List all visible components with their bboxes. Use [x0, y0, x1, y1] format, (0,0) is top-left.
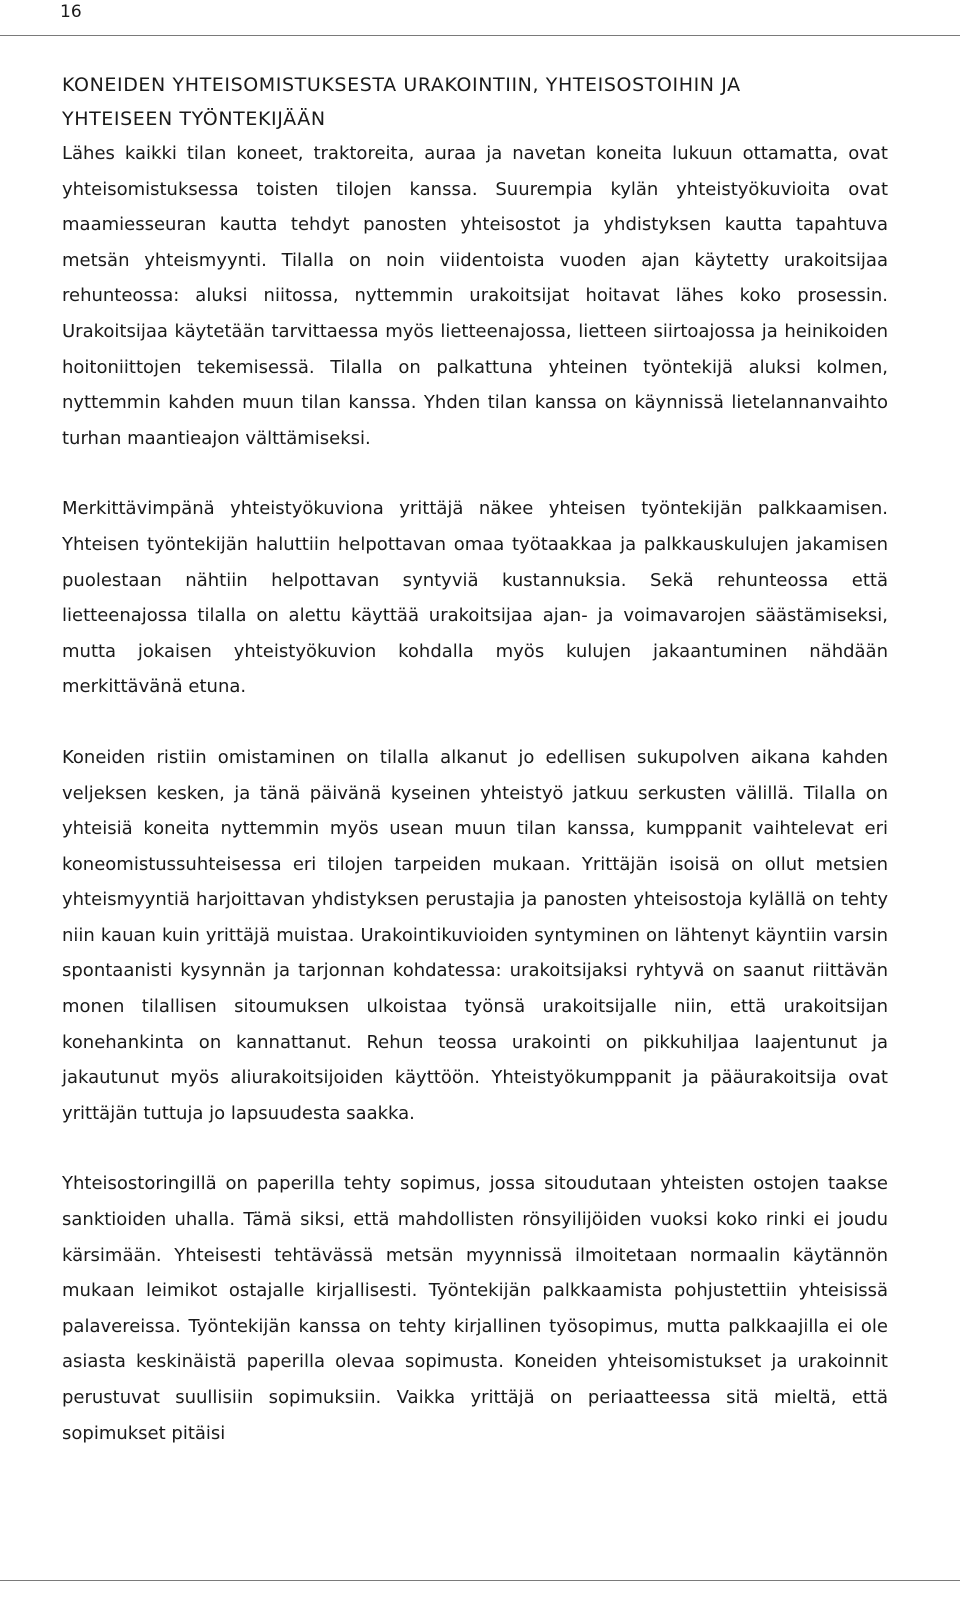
section-heading-line-1: KONEIDEN YHTEISOMISTUKSESTA URAKOINTIIN, YHTEISOSTOIHIN JA	[62, 74, 741, 96]
paragraph-4: Yhteisostoringillä on paperilla tehty sopimus, jossa sitoudutaan yhteisten ostojen taakse sanktioiden uhalla. Tämä siksi, että mahdollisten rönsyilijöiden vuoksi koko rinki ei joudu kärsimään. Yhteisesti tehtävässä metsän myynnissä ilmoitetaan normaalin käytännön mukaan leimikot ostajalle kirjallisesti. Työntekijän palkkaamista pohjustettiin yhteisissä palavereissa. Työntekijän kanssa on tehty kirjallinen työsopimus, mutta palkkaajilla ei ole asiasta keskinäistä paperilla olevaa sopimusta. Koneiden yhteisomistukset ja urakoinnit perustuvat suullisiin sopimuksiin. Vaikka yrittäjä on periaatteessa sitä mieltä, että sopimukset pitäisi	[62, 1173, 888, 1444]
paragraph-3: Koneiden ristiin omistaminen on tilalla alkanut jo edellisen sukupolven aikana kahden veljeksen kesken, ja tänä päivänä kyseinen yhteistyö jatkuu serkusten välillä. Tilalla on yhteisiä koneita nyttemmin myös usean muun tilan kanssa, kumppanit vaihtelevat eri koneomistussuhteisessa eri tilojen tarpeiden mukaan. Yrittäjän isoisä on ollut metsien yhteismyyntiä harjoittavan yhdistyksen perustajia ja panosten yhteisostoja kylällä on tehty niin kauan kuin yrittäjä muistaa. Urakointikuvioiden syntyminen on lähtenyt käyntiin varsin spontaanisti kysynnän ja tarjonnan kohdatessa: urakoitsijaksi ryhtyvä on saanut riittävän monen tilallisen sitoumuksen ulkoistaa työnsä urakoitsijalle niin, että urakoitsijan konehankinta on kannattanut. Rehun teossa urakointi on pikkuhiljaa laajentunut ja jakautunut myös aliurakoitsijoiden käyttöön. Yhteistyökumppanit ja pääurakoitsija ovat yrittäjän tuttuja jo lapsuudesta saakka.	[62, 746, 888, 1124]
section-body	[62, 68, 888, 1486]
paragraph-1: Lähes kaikki tilan koneet, traktoreita, auraa ja navetan koneita lukuun ottamatta, ovat yhteisomistuksessa toisten tilojen kanssa. Suurempia kylän yhteistyökuvioita ovat maamiesseuran kautta tehdyt panosten yhteisostot ja yhdistyksen kautta tapahtuva metsän yhteismyynti. Tilalla on noin viidentoista vuoden ajan käytetty urakoitsijaa rehunteossa: aluksi niitossa, nyttemmin urakoitsijat hoitavat lähes koko prosessin. Urakoitsijaa käytetään tarvittaessa myös lietteenajossa, lietteen siirtoajossa ja heinikoiden hoitoniittojen tekemisessä. Tilalla on palkattuna yhteinen työntekijä aluksi kolmen, nyttemmin kahden muun tilan kanssa. Yhden tilan kanssa on käynnissä lietelannanvaihto turhan maantieajon välttämiseksi.	[62, 143, 888, 449]
page-number: 16	[60, 2, 82, 22]
section-heading-line-2: YHTEISEEN TYÖNTEKIJÄÄN	[62, 108, 326, 130]
section-heading	[62, 68, 888, 136]
paragraph-2: Merkittävimpänä yhteistyökuviona yrittäjä näkee yhteisen työntekijän palkkaamisen. Yhteisen työntekijän haluttiin helpottavan omaa työtaakkaa ja palkkauskulujen jakamisen puolestaan nähtiin helpottavan syntyviä kustannuksia. Sekä rehunteossa että lietteenajossa tilalla on alettu käyttää urakoitsijaa ajan- ja voimavarojen säästämiseksi, mutta jokaisen yhteistyökuvion kohdalla myös kulujen jakaantuminen nähdään merkittävänä etuna.	[62, 498, 888, 698]
header-divider	[0, 35, 960, 36]
footer-divider	[0, 1580, 960, 1581]
